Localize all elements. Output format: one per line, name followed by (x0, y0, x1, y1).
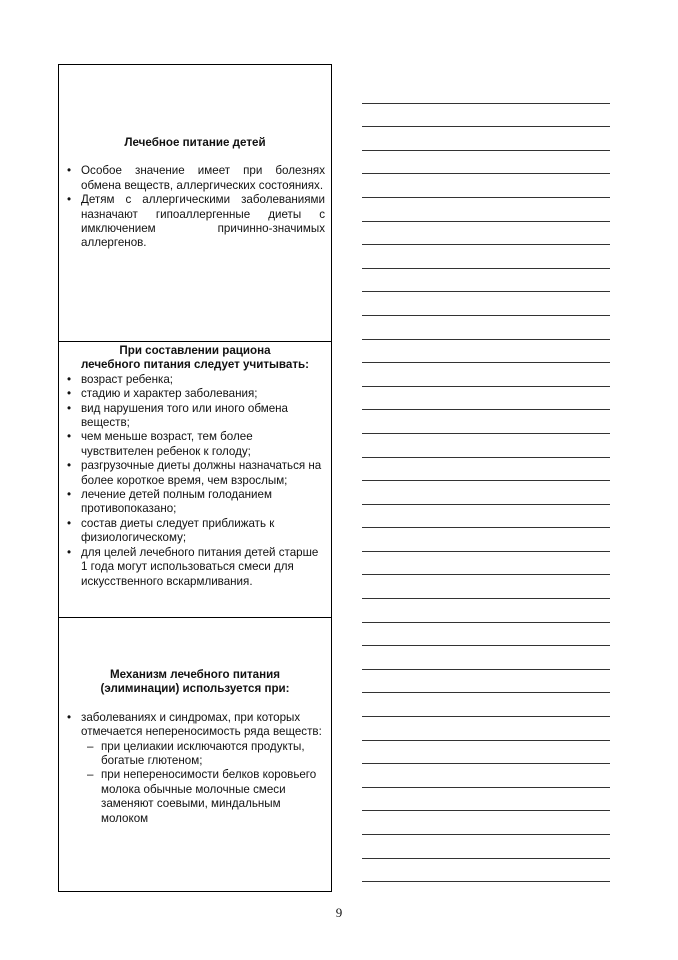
slide-2-title-line-2: лечебного питания следует учитывать: (80, 358, 310, 372)
note-line (362, 127, 610, 151)
note-line (362, 741, 610, 765)
slide-2 (59, 341, 331, 617)
slide-1-title: Лечебное питание детей (124, 136, 266, 149)
page-number: 9 (335, 905, 343, 920)
note-line (362, 174, 610, 198)
slide-3-list (65, 711, 325, 826)
note-line (362, 198, 610, 222)
list-item: • Детям с аллергическими заболеваниями назначают гипоаллергенные диеты с имключением причинно-значимых аллергенов. (65, 193, 325, 251)
note-line (362, 788, 610, 812)
slide-3-title-line-1: Механизм лечебного питания (109, 668, 281, 681)
note-line (362, 811, 610, 835)
note-line (362, 859, 610, 883)
note-line (362, 292, 610, 316)
slide-2-title (65, 344, 325, 373)
note-line (362, 575, 610, 599)
list-item: • стадию и характер заболевания; (65, 387, 325, 401)
note-line (362, 717, 610, 741)
slide-3 (59, 617, 331, 893)
note-line (362, 269, 610, 293)
note-line (362, 835, 610, 859)
note-line (362, 434, 610, 458)
note-line (362, 646, 610, 670)
slide-1 (59, 65, 331, 341)
slide-3-title-line-2: (элиминации) используется при: (100, 682, 290, 696)
sublist-item: – при непереносимости белков коровьего молока обычные молочные смеси заменяют соевыми, миндальным молоком (81, 768, 325, 826)
note-line (362, 340, 610, 364)
note-line (362, 104, 610, 128)
slides-column (58, 64, 332, 892)
slide-3-item: заболеваниях и синдромах, при которых отмечается непереносимость ряда веществ: (81, 710, 322, 739)
note-line (362, 410, 610, 434)
slide-2-list (65, 373, 325, 589)
sublist-item: – при целиакии исключаются продукты, богатые глютеном; (81, 740, 325, 769)
note-line (362, 245, 610, 269)
slide-2-title-line-1: При составлении рациона (119, 344, 271, 357)
note-line (362, 505, 610, 529)
note-line (362, 670, 610, 694)
list-item: • для целей лечебного питания детей старше 1 года могут использоваться смеси для искусственного вскармливания. (65, 546, 325, 589)
list-item: • разгрузочные диеты должны назначаться на более короткое время, чем взрослым; (65, 459, 325, 488)
list-item: • Особое значение имеет при болезнях обмена веществ, аллергических состояниях. (65, 164, 325, 193)
list-item: • лечение детей полным голоданием противопоказано; (65, 488, 325, 517)
note-lines (362, 80, 610, 882)
note-line (362, 764, 610, 788)
note-line (362, 552, 610, 576)
note-line (362, 599, 610, 623)
note-line (362, 528, 610, 552)
list-item: • состав диеты следует приближать к физиологическому; (65, 517, 325, 546)
slide-3-sublist (81, 740, 325, 826)
note-line (362, 623, 610, 647)
note-line (362, 222, 610, 246)
note-line (362, 458, 610, 482)
list-item: • возраст ребенка; (65, 373, 325, 387)
list-item: • чем меньше возраст, тем более чувствителен ребенок к голоду; (65, 430, 325, 459)
note-line (362, 363, 610, 387)
list-item (65, 711, 325, 826)
note-line (362, 387, 610, 411)
note-line (362, 80, 610, 104)
note-line (362, 693, 610, 717)
note-line (362, 151, 610, 175)
note-line (362, 481, 610, 505)
slide-3-title (65, 668, 325, 697)
list-item: • вид нарушения того или иного обмена веществ; (65, 402, 325, 431)
slide-1-list (65, 164, 325, 250)
note-line (362, 316, 610, 340)
